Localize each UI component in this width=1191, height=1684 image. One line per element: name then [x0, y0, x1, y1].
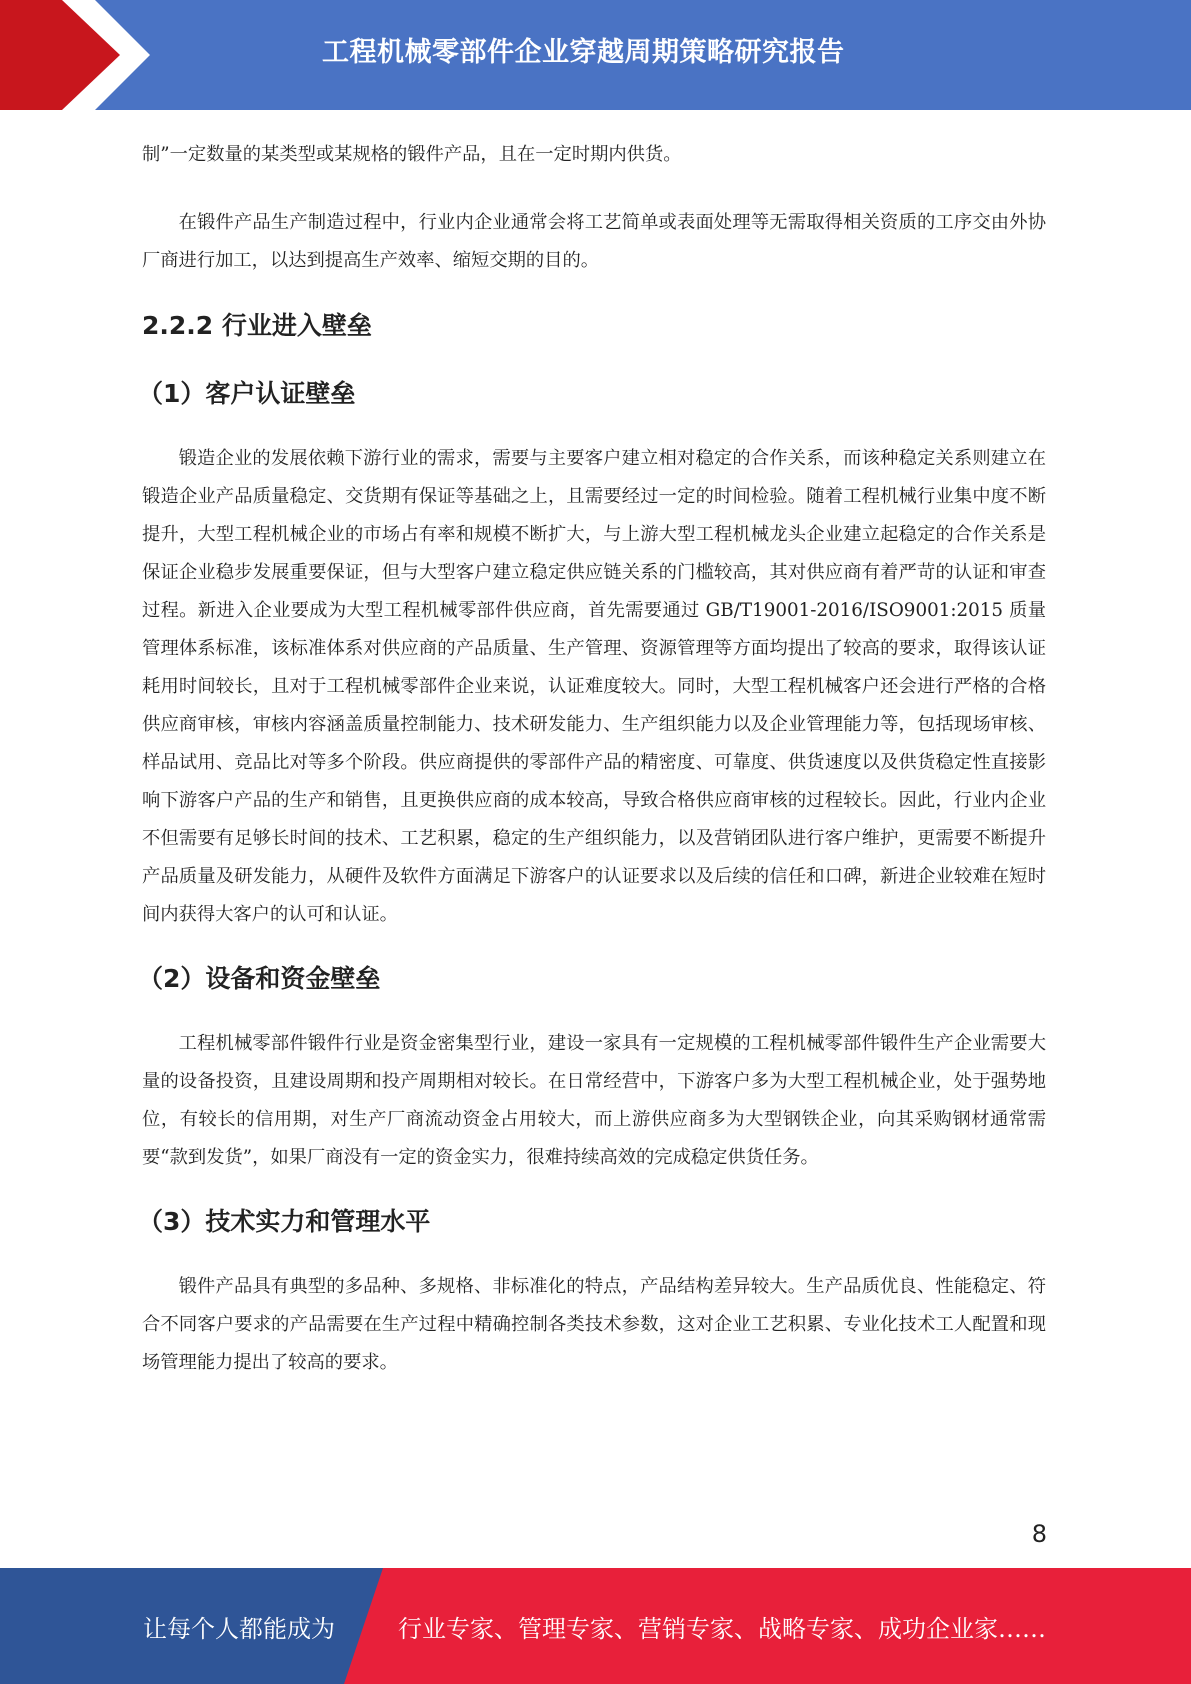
subsection-heading-technology: （3）技术实力和管理水平 — [138, 1207, 431, 1236]
subsection-heading-customer: （1）客户认证壁垒 — [138, 379, 356, 408]
capital-barrier-paragraph: 工程机械零部件锻件行业是资金密集型行业，建设一家具有一定规模的工程机械零部件锻件生产企业需要大量的设备投资，且建设周期和投产周期相对较长。在日常经营中，下游客户多为大型工程机械企业，处于强势地位，有较长的信用期，对生产厂商流动资金占用较大，而上游供应商多为大型钢铁企业，向其采购钢材通常需要“款到发货”，如果厂商没有一定的资金实力，很难持续高效的完成稳定供货任务。 — [142, 1033, 1046, 1168]
subsection-heading-capital: （2）设备和资金壁垒 — [138, 964, 381, 993]
technology-barrier-paragraph: 锻件产品具有典型的多品种、多规格、非标准化的特点，产品结构差异较大。生产品质优良、性能稳定、符合不同客户要求的产品需要在生产过程中精确控制各类技术参数，这对企业工艺积累、专业化技术工人配置和现场管理能力提出了较高的要求。 — [142, 1276, 1046, 1373]
page-content — [138, 136, 1046, 1382]
intro-paragraph: 制”一定数量的某类型或某规格的锻件产品，且在一定时期内供货。 — [142, 144, 682, 165]
footer-slogan-left: 让每个人都能成为 — [143, 1615, 335, 1643]
customer-barrier-paragraph: 锻造企业的发展依赖下游行业的需求，需要与主要客户建立相对稳定的合作关系，而该种稳定关系则建立在锻造企业产品质量稳定、交货期有保证等基础之上，且需要经过一定的时间检验。随着工程机械行业集中度不断提升，大型工程机械企业的市场占有率和规模不断扩大，与上游大型工程机械龙头企业建立起稳定的合作关系是保证企业稳步发展重要保证，但与大型客户建立稳定供应链关系的门槛较高，其对供应商有着严苛的认证和审查过程。新进入企业要成为大型工程机械零部件供应商，首先需要通过 GB/T19001-2016/ISO9001:2015 质量管理体系标准，该标准体系对供应商的产品质量、生产管理、资源管理等方面均提出了较高的要求，取得该认证耗用时间较长，且对于工程机械零部件企业来说，认证难度较大。同时，大型工程机械客户还会进行严格的合格供应商审核，审核内容涵盖质量控制能力、技术研发能力、生产组织能力以及企业管理能力等，包括现场审核、样品试用、竞品比对等多个阶段。供应商提供的零部件产品的精密度、可靠度、供货速度以及供货稳定性直接影响下游客户产品的生产和销售，且更换供应商的成本较高，导致合格供应商审核的过程较长。因此，行业内企业不但需要有足够长时间的技术、工艺积累，稳定的生产组织能力，以及营销团队进行客户维护，更需要不断提升产品质量及研发能力，从硬件及软件方面满足下游客户的认证要求以及后续的信任和口碑，新进企业较难在短时间内获得大客户的认可和认证。 — [142, 448, 1046, 925]
header-arrow-decoration — [0, 0, 160, 110]
footer-slogan-right: 行业专家、管理专家、营销专家、战略专家、成功企业家…… — [398, 1615, 1046, 1643]
outsource-paragraph: 在锻件产品生产制造过程中，行业内企业通常会将工艺简单或表面处理等无需取得相关资质的工序交由外协厂商进行加工，以达到提高生产效率、缩短交期的目的。 — [142, 212, 1046, 271]
report-title: 工程机械零部件企业穿越周期策略研究报告 — [322, 37, 845, 68]
section-heading: 2.2.2 行业进入壁垒 — [142, 311, 372, 340]
page-number: 8 — [1031, 1520, 1047, 1548]
page-footer — [0, 1568, 1191, 1684]
page-header — [0, 0, 1191, 110]
